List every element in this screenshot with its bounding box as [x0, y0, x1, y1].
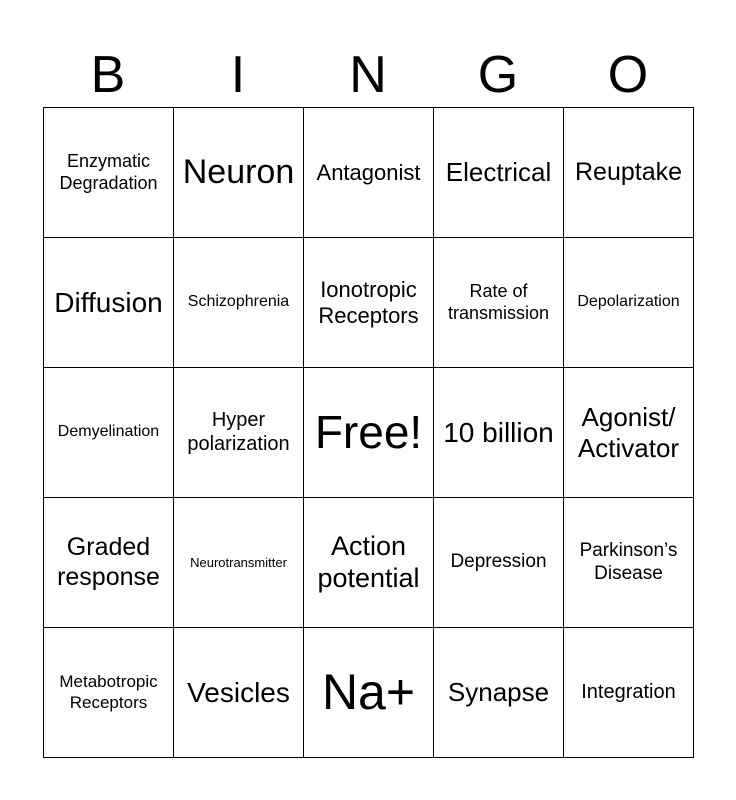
header-letter-n: N — [349, 46, 387, 104]
bingo-cell-text: Hyper polarization — [187, 408, 290, 455]
bingo-cell[interactable] — [434, 368, 564, 498]
bingo-cell[interactable] — [174, 368, 304, 498]
bingo-grid — [43, 107, 694, 758]
bingo-cell[interactable] — [304, 108, 434, 238]
bingo-cell-text: Neuron — [182, 153, 295, 192]
bingo-cell-text: Depression — [450, 551, 547, 573]
bingo-cell-text: Enzymatic Degradation — [59, 151, 158, 193]
header-letter-i: I — [230, 46, 246, 104]
bingo-cell[interactable] — [304, 368, 434, 498]
bingo-cell[interactable] — [564, 108, 694, 238]
header-letter-g: G — [477, 46, 519, 104]
bingo-cell[interactable] — [434, 108, 564, 238]
bingo-cell-text: Action potential — [317, 530, 420, 593]
bingo-cell-text: Na+ — [321, 664, 416, 720]
bingo-cell-text: Ionotropic Receptors — [318, 276, 419, 328]
bingo-cell[interactable] — [434, 238, 564, 368]
header-letter-b: B — [90, 46, 126, 104]
bingo-cell-text: Metabotropic Receptors — [59, 672, 158, 712]
bingo-cell[interactable] — [174, 108, 304, 238]
bingo-cell-text: Agonist/ Activator — [577, 401, 680, 463]
bingo-cell[interactable] — [434, 628, 564, 758]
bingo-cell[interactable] — [564, 498, 694, 628]
bingo-cell[interactable] — [564, 368, 694, 498]
bingo-cell[interactable] — [564, 628, 694, 758]
bingo-cell-text: Depolarization — [577, 293, 680, 311]
bingo-cell-text: 10 billion — [443, 416, 554, 448]
bingo-cell[interactable] — [174, 238, 304, 368]
bingo-cell[interactable] — [564, 238, 694, 368]
bingo-cell[interactable] — [44, 498, 174, 628]
bingo-cell-text: Antagonist — [316, 159, 421, 185]
bingo-cell[interactable] — [44, 368, 174, 498]
bingo-cell[interactable] — [44, 628, 174, 758]
bingo-cell[interactable] — [434, 498, 564, 628]
bingo-cell-text: Reuptake — [574, 157, 683, 186]
bingo-cell-text: Graded response — [57, 533, 160, 591]
bingo-cell-text: Synapse — [447, 677, 550, 708]
bingo-cell-text: Integration — [581, 680, 676, 703]
bingo-cell-text: Demyelination — [57, 423, 160, 441]
bingo-cell[interactable] — [304, 498, 434, 628]
bingo-cell[interactable] — [44, 108, 174, 238]
bingo-cell[interactable] — [174, 498, 304, 628]
bingo-cell[interactable] — [174, 628, 304, 758]
header-letter-o: O — [607, 46, 649, 104]
bingo-cell[interactable] — [44, 238, 174, 368]
bingo-cell-text: Schizophrenia — [187, 293, 290, 311]
bingo-cell-text: Rate of transmission — [447, 281, 550, 323]
bingo-cell-text: Free! — [314, 406, 423, 459]
bingo-cell-text: Vesicles — [187, 676, 290, 708]
bingo-cell-text: Parkinson’s Disease — [579, 540, 678, 584]
bingo-cell[interactable] — [304, 238, 434, 368]
bingo-header — [43, 44, 693, 106]
bingo-cell-text: Diffusion — [54, 286, 163, 318]
bingo-cell[interactable] — [304, 628, 434, 758]
bingo-cell-text: Neurotransmitter — [190, 554, 287, 570]
bingo-cell-text: Electrical — [445, 157, 552, 188]
